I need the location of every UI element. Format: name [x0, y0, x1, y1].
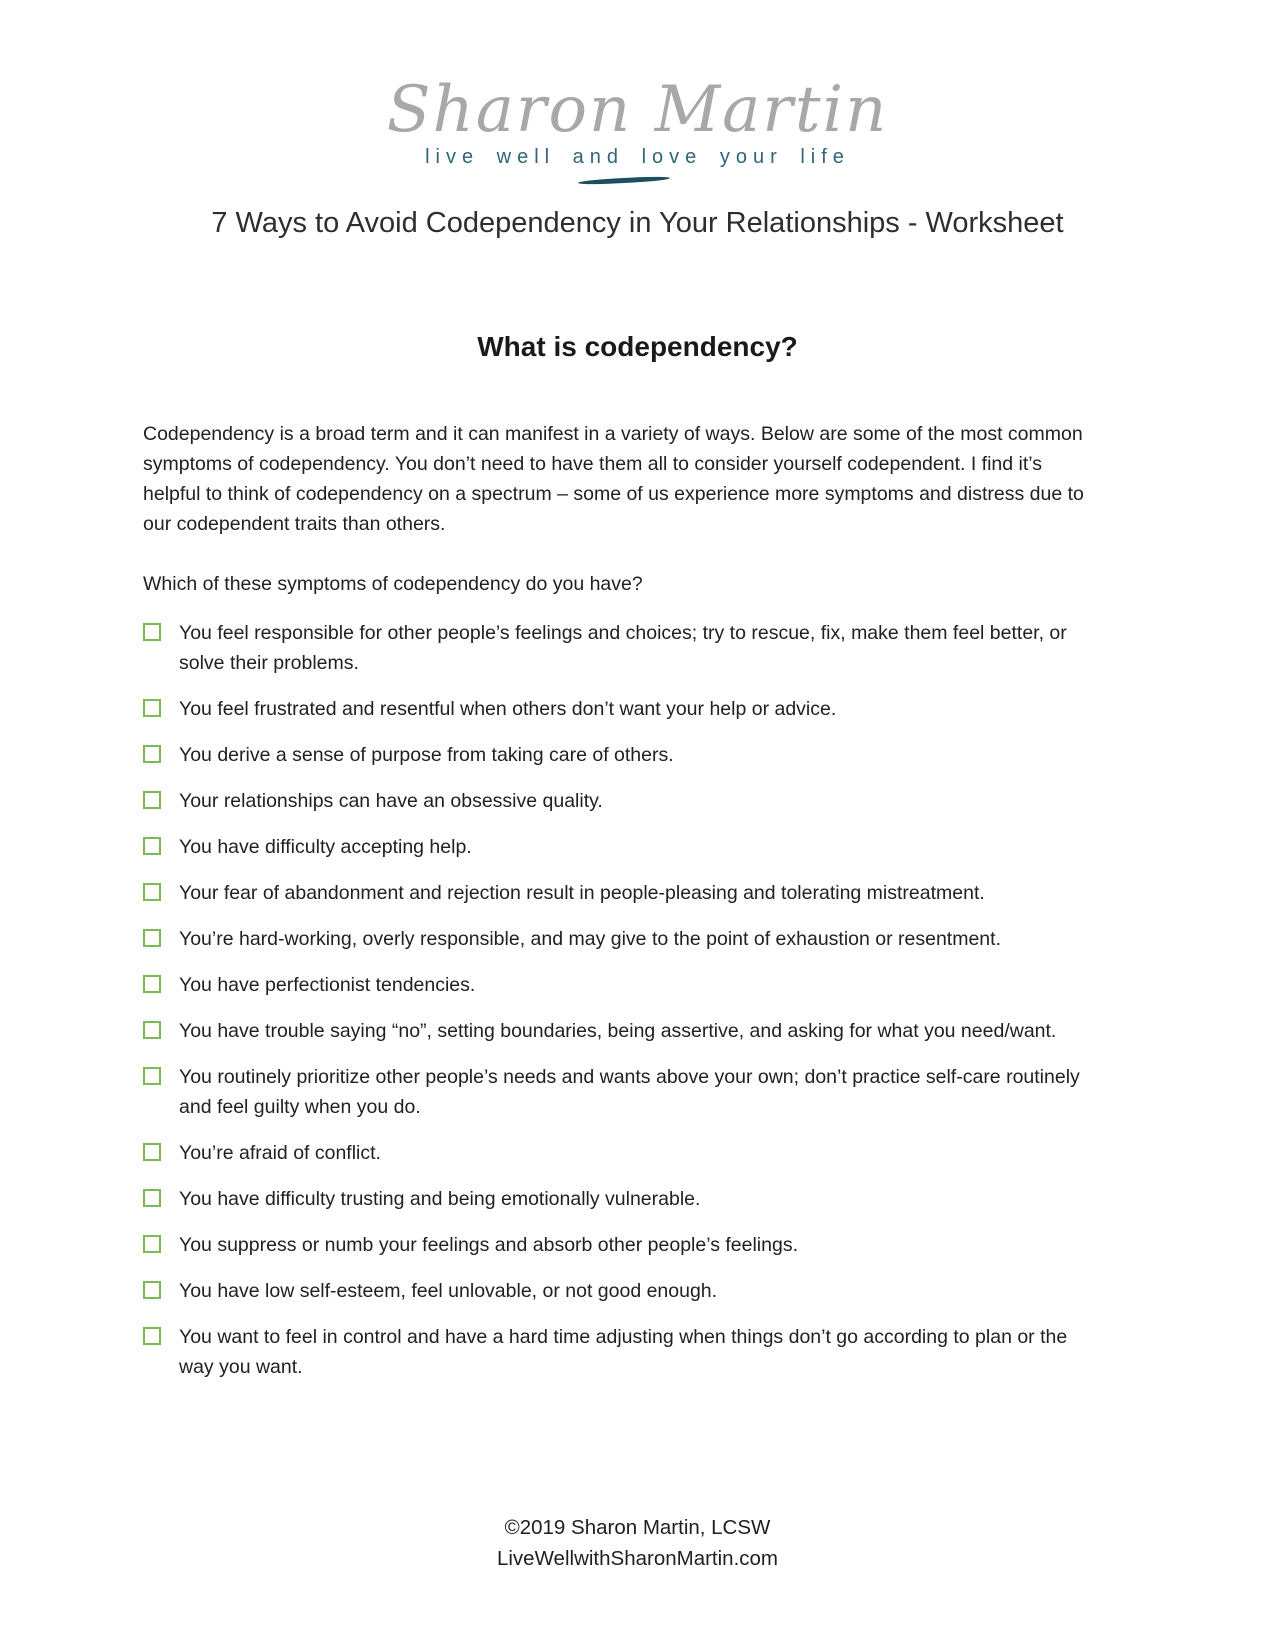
- symptom-checklist: [143, 618, 1093, 1382]
- checklist-item-text: You have trouble saying “no”, setting boundaries, being assertive, and asking for what you need/want.: [179, 1020, 1057, 1043]
- checkbox-icon[interactable]: [143, 1281, 161, 1299]
- checklist-item: [143, 1062, 1093, 1122]
- section-heading: What is codependency?: [477, 331, 798, 363]
- checkbox-icon[interactable]: [143, 1189, 161, 1207]
- copyright-line: ©2019 Sharon Martin, LCSW: [504, 1516, 771, 1539]
- checklist-question: Which of these symptoms of codependency do you have?: [143, 572, 643, 595]
- logo-wordmark: Sharon Martin: [386, 73, 889, 147]
- checklist-item: [143, 694, 1093, 724]
- brush-stroke-icon: [577, 176, 669, 186]
- checklist-item: [143, 1322, 1093, 1382]
- checklist-item-text: You suppress or numb your feelings and absorb other people’s feelings.: [179, 1234, 798, 1257]
- checkbox-icon[interactable]: [143, 699, 161, 717]
- checklist-item-text: You have low self-esteem, feel unlovable, or not good enough.: [179, 1280, 718, 1303]
- brand-logo: [0, 73, 1275, 183]
- checklist-item: [143, 740, 1093, 770]
- checkbox-icon[interactable]: [143, 929, 161, 947]
- checkbox-icon[interactable]: [143, 837, 161, 855]
- checkbox-icon[interactable]: [143, 1143, 161, 1161]
- checkbox-icon[interactable]: [143, 1327, 161, 1345]
- checklist-item-text: You’re afraid of conflict.: [179, 1142, 381, 1165]
- checklist-item: [143, 1016, 1093, 1046]
- checklist-item-text: You’re hard-working, overly responsible, and may give to the point of exhaustion or resentment.: [179, 928, 1001, 951]
- checklist-item: [143, 1230, 1093, 1260]
- checklist-item: [143, 924, 1093, 954]
- checkbox-icon[interactable]: [143, 791, 161, 809]
- checklist-item-text: Your fear of abandonment and rejection result in people-pleasing and tolerating mistreatment.: [179, 882, 985, 905]
- checklist-item: [143, 786, 1093, 816]
- checklist-item-text: You derive a sense of purpose from taking care of others.: [179, 744, 674, 767]
- checkbox-icon[interactable]: [143, 1021, 161, 1039]
- checkbox-icon[interactable]: [143, 623, 161, 641]
- intro-paragraph: Codependency is a broad term and it can manifest in a variety of ways. Below are some of the most common symptoms of codependency. You don’t need to have them all to consider yourself codependent. I find it’s helpful to think of codependency on a spectrum – some of us experience more symptoms and distress due to our codependent traits than others.: [143, 422, 1084, 535]
- checklist-item-text: You feel frustrated and resentful when others don’t want your help or advice.: [179, 698, 837, 721]
- checklist-item: [143, 1184, 1093, 1214]
- checklist-item-text: You have difficulty accepting help.: [179, 836, 472, 859]
- checkbox-icon[interactable]: [143, 883, 161, 901]
- website-line: LiveWellwithSharonMartin.com: [496, 1547, 779, 1570]
- checklist-item: [143, 1276, 1093, 1306]
- checklist-item: [143, 878, 1093, 908]
- checklist-item: [143, 832, 1093, 862]
- checklist-item-text: You feel responsible for other people’s feelings and choices; try to rescue, fix, make them feel better, or solve their problems.: [179, 622, 1067, 675]
- checkbox-icon[interactable]: [143, 975, 161, 993]
- checkbox-icon[interactable]: [143, 1067, 161, 1085]
- checklist-item-text: You want to feel in control and have a hard time adjusting when things don’t go according to plan or the way you want.: [179, 1326, 1068, 1379]
- document-title: 7 Ways to Avoid Codependency in Your Relationships - Worksheet: [211, 207, 1064, 239]
- checklist-item-text: You have difficulty trusting and being emotionally vulnerable.: [179, 1188, 701, 1211]
- checklist-item-text: Your relationships can have an obsessive quality.: [179, 790, 603, 813]
- page-footer: [0, 1512, 1275, 1650]
- logo-tagline: live well and love your life: [425, 146, 850, 168]
- checklist-item: [143, 1138, 1093, 1168]
- checklist-item: [143, 970, 1093, 1000]
- content-block: [143, 387, 1093, 1383]
- checklist-item-text: You routinely prioritize other people’s needs and wants above your own; don’t practice self-care routinely and feel guilty when you do.: [179, 1066, 1080, 1119]
- checkbox-icon[interactable]: [143, 745, 161, 763]
- checklist-item: [143, 618, 1093, 678]
- checklist-item-text: You have perfectionist tendencies.: [179, 974, 476, 997]
- checkbox-icon[interactable]: [143, 1235, 161, 1253]
